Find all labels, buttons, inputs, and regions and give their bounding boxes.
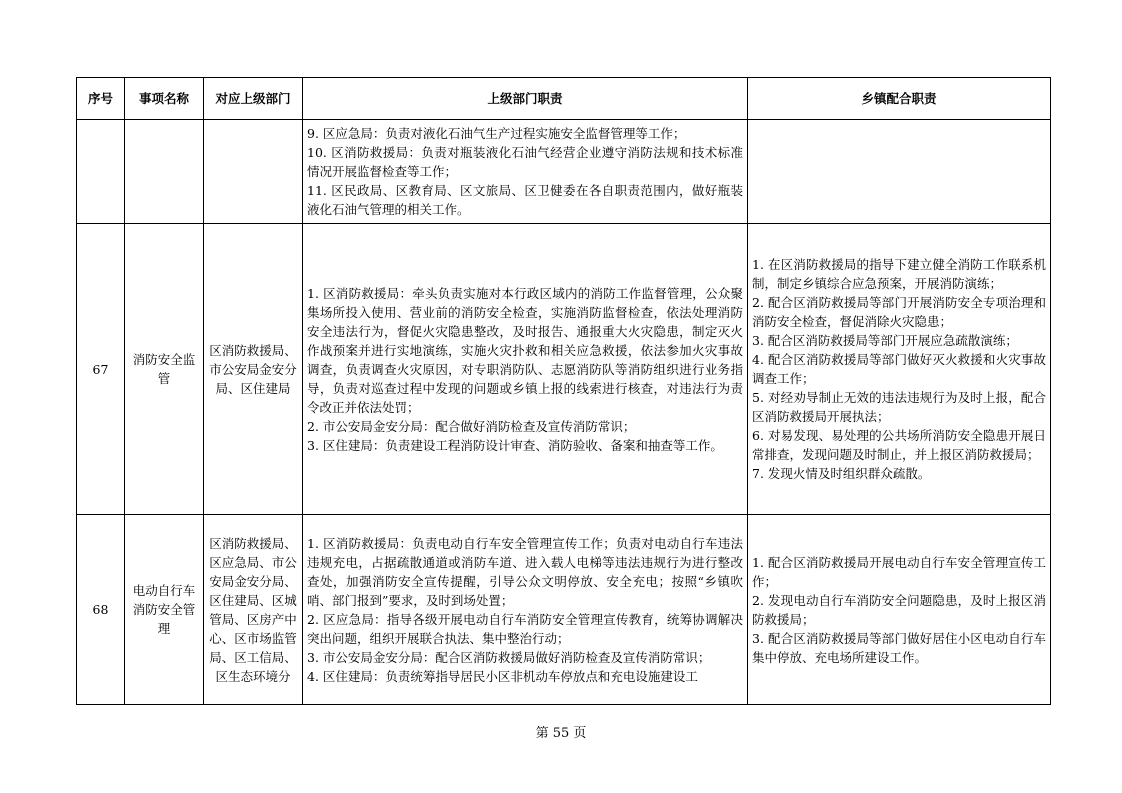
duty-line: 3. 配合区消防救援局等部门开展应急疏散演练；	[752, 333, 1018, 348]
duty-line: 1. 区消防救援局：牵头负责实施对本行政区域内的消防工作监督管理，公众聚集场所投入使用、营业前的消防安全检查，实施消防监督检查，依法处理消防安全违法行为，督促火灾隐患整改，及时报告、通报重大火灾隐患，制定灭火作战预案并进行实地演练，实施火灾扑救和相关应急救援，依法参加火灾事故调查，负责调查火灾原因，对专职消防队、志愿消防队等消防组织进行业务指导，负责对巡查过程中发现的问题或乡镇上报的线索进行核查，对违法行为责令改正并依法处罚；	[307, 285, 743, 415]
row-town-duty	[748, 224, 1051, 515]
header-item-name: 事项名称	[125, 78, 204, 120]
duty-line: 4. 配合区消防救援局等部门做好灭火救援和火灾事故调查工作；	[752, 352, 1046, 386]
row-serial	[77, 120, 125, 224]
table-row	[77, 120, 1051, 224]
row-upper-duty	[303, 120, 748, 224]
duty-line: 6. 对易发现、易处理的公共场所消防安全隐患开展日常排查，发现问题及时制止，并上报区消防救援局；	[752, 428, 1046, 462]
duty-line: 3. 市公安局金安分局：配合区消防救援局做好消防检查及宣传消防常识；	[307, 649, 711, 665]
duty-line: 1. 区消防救援局：负责电动自行车安全管理宣传工作；负责对电动自行车违法违规充电，占据疏散通道或消防车道、进入载人电梯等违法违规行为进行整改查处，加强消防安全宣传提醒，引导公众文明停放、安全充电；按照“乡镇吹哨、部门报到”要求，及时到场处置；	[307, 535, 743, 608]
duty-line: 1. 配合区消防救援局开展电动自行车安全管理宣传工作；	[752, 554, 1046, 589]
table-header-row	[77, 78, 1051, 120]
duty-line: 2. 配合区消防救援局等部门开展消防安全专项治理和消防安全检查，督促消除火灾隐患；	[752, 295, 1046, 329]
header-town-duty: 乡镇配合职责	[748, 78, 1051, 120]
duty-line: 9. 区应急局：负责对液化石油气生产过程实施安全监督管理等工作；	[307, 126, 686, 141]
row-serial: 68	[77, 515, 125, 705]
row-upper-duty	[303, 515, 748, 705]
header-upper-duty: 上级部门职责	[303, 78, 748, 120]
header-serial: 序号	[77, 78, 125, 120]
row-upper-duty	[303, 224, 748, 515]
row-town-duty	[748, 120, 1051, 224]
duty-line: 10. 区消防救援局：负责对瓶装液化石油气经营企业遵守消防法规和技术标准情况开展监督检查等工作；	[307, 145, 743, 179]
row-item-name: 电动自行车消防安全管理	[125, 515, 204, 705]
duty-line: 7. 发现火情及时组织群众疏散。	[752, 466, 931, 481]
duty-line: 11. 区民政局、区教育局、区文旅局、区卫健委在各自职责范围内，做好瓶装液化石油气管理的相关工作。	[307, 183, 743, 217]
header-upper-dept: 对应上级部门	[204, 78, 303, 120]
duty-line: 2. 市公安局金安分局：配合做好消防检查及宣传消防常识；	[307, 418, 636, 434]
duty-table	[76, 77, 1051, 705]
row-item-name: 消防安全监管	[125, 224, 204, 515]
row-town-duty	[748, 515, 1051, 705]
row-serial: 67	[77, 224, 125, 515]
table-row	[77, 515, 1051, 705]
row-upper-dept: 区消防救援局、市公安局金安分局、区住建局	[204, 224, 303, 515]
duty-line: 3. 区住建局：负责建设工程消防设计审查、消防验收、备案和抽查等工作。	[307, 437, 723, 453]
duty-line: 2. 区应急局：指导各级开展电动自行车消防安全管理宣传教育，统筹协调解决突出问题，组织开展联合执法、集中整治行动；	[307, 611, 743, 646]
duty-line: 2. 发现电动自行车消防安全问题隐患，及时上报区消防救援局；	[752, 592, 1046, 627]
row-item-name	[125, 120, 204, 224]
duty-line: 3. 配合区消防救援局等部门做好居住小区电动自行车集中停放、充电场所建设工作。	[752, 630, 1046, 665]
page-number: 第 55 页	[535, 726, 587, 741]
row-upper-dept	[204, 120, 303, 224]
duty-line: 5. 对经劝导制止无效的违法违规行为及时上报，配合区消防救援局开展执法；	[752, 390, 1046, 424]
duty-line: 4. 区住建局：负责统筹指导居民小区非机动车停放点和充电设施建设工	[307, 668, 698, 684]
row-upper-dept: 区消防救援局、区应急局、市公安局金安分局、区住建局、区城管局、区房产中心、区市场监管局、区工信局、区生态环境分	[204, 515, 303, 705]
duty-line: 1. 在区消防救援局的指导下建立健全消防工作联系机制，制定乡镇综合应急预案，开展消防演练；	[752, 257, 1046, 291]
table-row	[77, 224, 1051, 515]
